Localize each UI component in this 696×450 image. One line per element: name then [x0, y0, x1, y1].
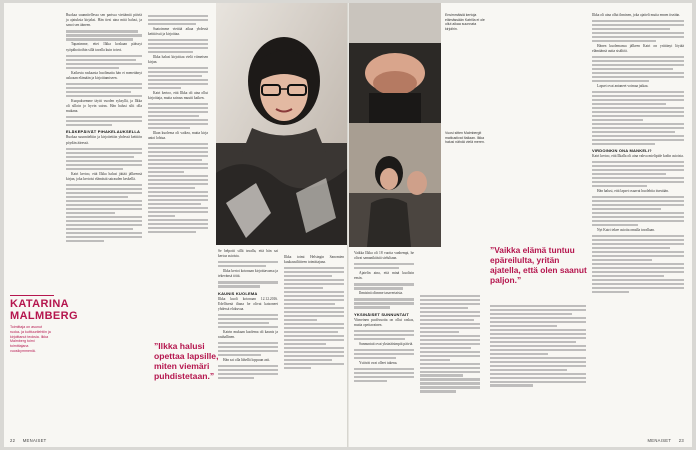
paragraph: Ajatelin aina, että minä kuolisin ensin.: [354, 271, 414, 281]
section-heading: VIRDOINKIN ONA MANKELI?: [592, 147, 652, 153]
paragraph: Ilkan kuolema oli vaikea, mutta kirja antoi lohtua.: [148, 131, 208, 141]
paragraph: Ruokaa suunnitellessa sen parissa viettämiä päiviä ja ajatuksia kirjaksi. Hän tiesi aina mitä halusi, ja sanoi sen ääneen.: [66, 13, 142, 28]
left-column-2: [148, 13, 208, 235]
paragraph: Viimeinen puolivuotta on ollut raskas, mutta opettavainen.: [354, 317, 414, 327]
magazine-name: MENAISET: [22, 438, 47, 443]
hands-illustration: [349, 3, 441, 123]
left-column-4: [284, 255, 344, 371]
paragraph: Katrin mukaan kuolema oli kaunis ja rauhallinen.: [218, 330, 278, 340]
photo-caption-bottom: Vuosi sitten Malmbergit matkustivat Italiaan. Ilkka halusi nähdä vielä meren.: [445, 131, 485, 145]
pull-quote: ”Vaikka elämä tuntuu epäreilulta, yritän ajatella, että olen saanut paljon.”: [490, 245, 587, 285]
paragraph: Ruokaa suunniteltiin ja kirjoitettiin yhdessä keittiön pöydän ääressä.: [66, 135, 142, 145]
paragraph: Kuopuksemme täytti vuoden syksyllä, ja Ilkka oli silloin jo hyvin sairas. Hän halusi silti olla mukana.: [66, 98, 142, 114]
section-heading: ELÄKEPÄIVÄT PIHAKELAUKSELLA: [66, 129, 141, 135]
couple-illustration: [349, 123, 441, 247]
paragraph: Kaikesta raskaasta huolimatta hän ei menettänyt uskoaan elämään ja kirjoittamiseen.: [66, 70, 142, 80]
section-heading: YKSINÄISET SUNNUNTAIT: [354, 311, 410, 317]
author-name: KATARINA MALMBERG: [10, 298, 78, 322]
right-column-2: [420, 293, 480, 394]
page-number: 22: [10, 438, 16, 443]
portrait-photo: [216, 3, 348, 245]
right-column-3: [490, 303, 586, 388]
paragraph: Saatoimme viettää aikaa yhdessä keittiössä ja kirjoittaa.: [148, 26, 208, 36]
hands-photo: [349, 3, 441, 123]
paragraph: Hänen kuolemansa jälkeen Katri on yrittänyt löytää elämäänsä uutta sisältöä.: [592, 43, 684, 54]
paragraph: Ilkka halusi kirjoittaa vielä viimeisen kirjan.: [148, 54, 208, 65]
paragraph: Ilkka toimi Helsingin Sanomien kuukausiliitteen toimittajana.: [284, 255, 344, 265]
page-number: 23: [678, 438, 684, 443]
paragraph: Ilkka kuoli kotonaan 12.12.2016. Edellisenä iltana he olivat katsoneet yhdessä elokuvaa.: [218, 296, 278, 312]
magazine-spread: [4, 3, 692, 447]
paragraph: Vaikka Ilkka oli 18 vuotta vanhempi, he olivat samanikäisiä sielultaan.: [354, 251, 414, 261]
paragraph: Ystävät ovat olleet tukena.: [359, 360, 398, 365]
paragraph: Nyt Katri tekee asioita omalla tavallaan.: [597, 227, 655, 232]
paragraph: Katri kertoo, että Ilkka halusi jättää jälkeensä kirjan, joka kertoisi elämästä sairauden keskellä.: [66, 171, 142, 181]
paragraph: Hän sai olla lähellä loppuun asti.: [223, 358, 271, 363]
paragraph: Se helpotti sillä tavalla, että hän sai kertoa asioista.: [218, 249, 278, 259]
left-column-3: [218, 249, 278, 381]
paragraph: Ilkka kertoi kotonaan kirjoittavansa ja tekevänsä töitä.: [218, 269, 278, 279]
paragraph: Lapset ovat antaneet voimaa jatkaa.: [597, 84, 649, 88]
author-rule: [10, 295, 54, 296]
paragraph: Tapasimme, ettei Ilkka koskaan päässyt syöpähoitoihin sillä tavalla kuin toivoi.: [66, 42, 142, 52]
author-bio: Toimittaja on asunut ruoka- ja kulttuurilehtiin ja kirjoittanut teoksia. Ilkka Malmberg toimi toimittajana vuosikymmeniä.: [10, 325, 51, 353]
paragraph: Katri kertoo, että Ilkka oli aina ollut kirjoittaja, mutta sairaus muutti kaiken.: [148, 91, 208, 101]
paragraph: Ilkka oli aina ollut ihminen, joka ajatteli muita ennen itseään.: [592, 13, 681, 17]
photo-caption-top: Ensimmäisiä kertoja elämässään Katrilla ei ole ollut aikaa suunnata kirjoihin.: [445, 13, 485, 31]
paragraph: Hän halusi, että lapset osaavat huolehtia itsestään.: [597, 189, 669, 194]
portrait-illustration: [216, 3, 348, 245]
pull-quote: ”Ilkka halusi opettaa lapsille, miten viemäri puhdistetaan.”: [154, 341, 219, 381]
section-heading: KAUNIS KUOLEMA: [218, 290, 258, 296]
right-column-4: [592, 13, 684, 295]
magazine-name: MENAISET: [647, 438, 672, 443]
paragraph: Katri kertoo, että Ilkalla oli aina vahva mielipide kodin asioista.: [592, 154, 684, 159]
couple-photo: [349, 123, 441, 247]
right-column-1: [354, 251, 414, 384]
paragraph: Ihmisinä olimme tasavertaisia.: [359, 291, 404, 296]
left-column-1: [66, 13, 142, 243]
page-footer-right: [647, 438, 684, 443]
paragraph: Sunnuntait ovat yksinäisimpiä päiviä.: [359, 341, 414, 346]
page-footer-left: [10, 438, 47, 443]
